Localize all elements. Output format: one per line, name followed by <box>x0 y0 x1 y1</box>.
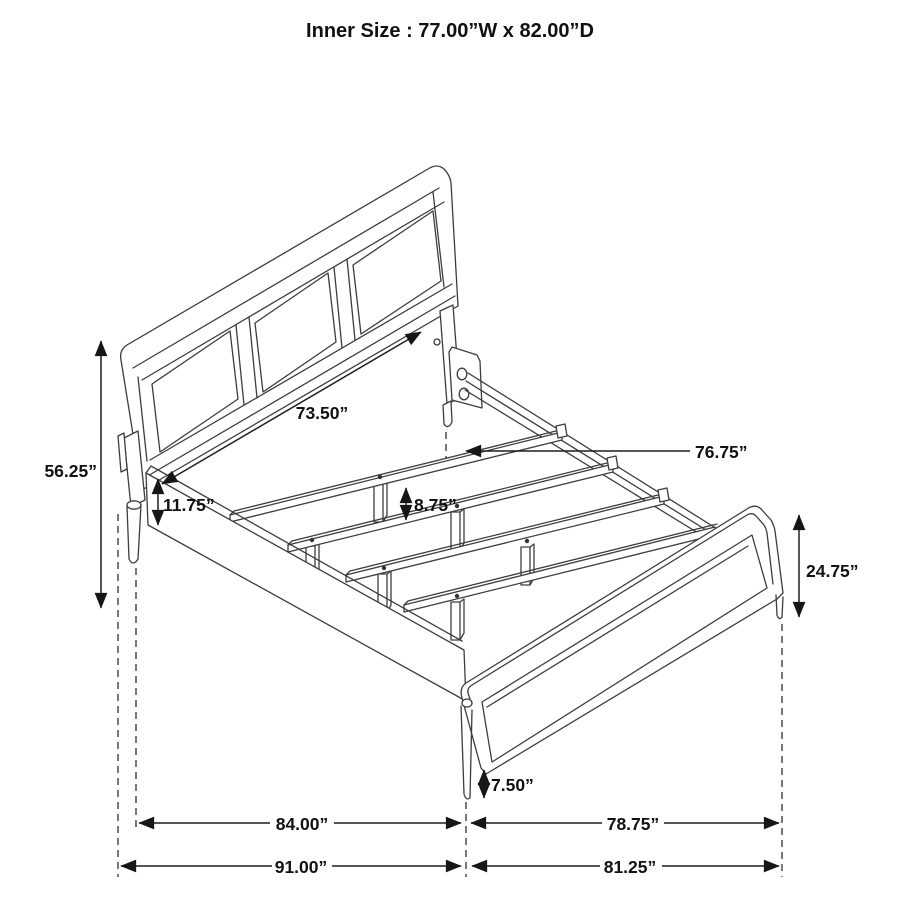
footboard-left-leg-top <box>462 699 472 707</box>
slat-1 <box>230 432 562 522</box>
slat-leg <box>451 599 464 640</box>
dim-footboard-span <box>471 814 779 834</box>
dim-headboard-to-footboard-label: 84.00” <box>275 814 329 834</box>
bed-frame-drawing <box>118 166 783 799</box>
dim-overall-depth <box>121 857 461 877</box>
slat-rail-connector <box>556 424 567 438</box>
dim-footboard-span-label: 78.75” <box>606 814 660 834</box>
dim-footboard-height-label: 24.75” <box>806 561 859 581</box>
dim-slat-leg-height-label: 8.75” <box>414 495 457 515</box>
headboard-outer-frame <box>121 166 458 490</box>
dim-footboard-leg-height-label: 7.50” <box>491 775 534 795</box>
slat-leg <box>374 481 387 522</box>
dim-footboard-height <box>799 515 859 617</box>
headboard-left-leg <box>127 505 141 563</box>
slat-rail-connector <box>658 488 669 502</box>
headboard-left-leg-top <box>127 501 141 509</box>
front-rail-top-edge <box>146 466 462 641</box>
dim-slat-length-label: 76.75” <box>695 442 748 462</box>
dim-headboard-width-label: 73.50” <box>295 403 349 423</box>
dim-overall-depth-label: 91.00” <box>274 857 328 877</box>
dim-headboard-to-footboard <box>139 814 461 834</box>
dim-footboard-leg-height <box>484 770 534 798</box>
diagram-title: Inner Size : 77.00”W x 82.00”D <box>306 20 594 42</box>
dim-overall-width-label: 81.25” <box>603 857 657 877</box>
slat-rail-connector <box>607 456 618 470</box>
headboard-right-leg <box>443 401 452 427</box>
dim-headboard-height <box>44 341 101 608</box>
dim-overall-width <box>472 857 779 877</box>
slat-3 <box>346 496 664 582</box>
dim-headboard-height-label: 56.25” <box>44 461 97 481</box>
headboard-post-hole <box>434 339 440 345</box>
dim-side-rail-height-label: 11.75” <box>163 495 215 515</box>
